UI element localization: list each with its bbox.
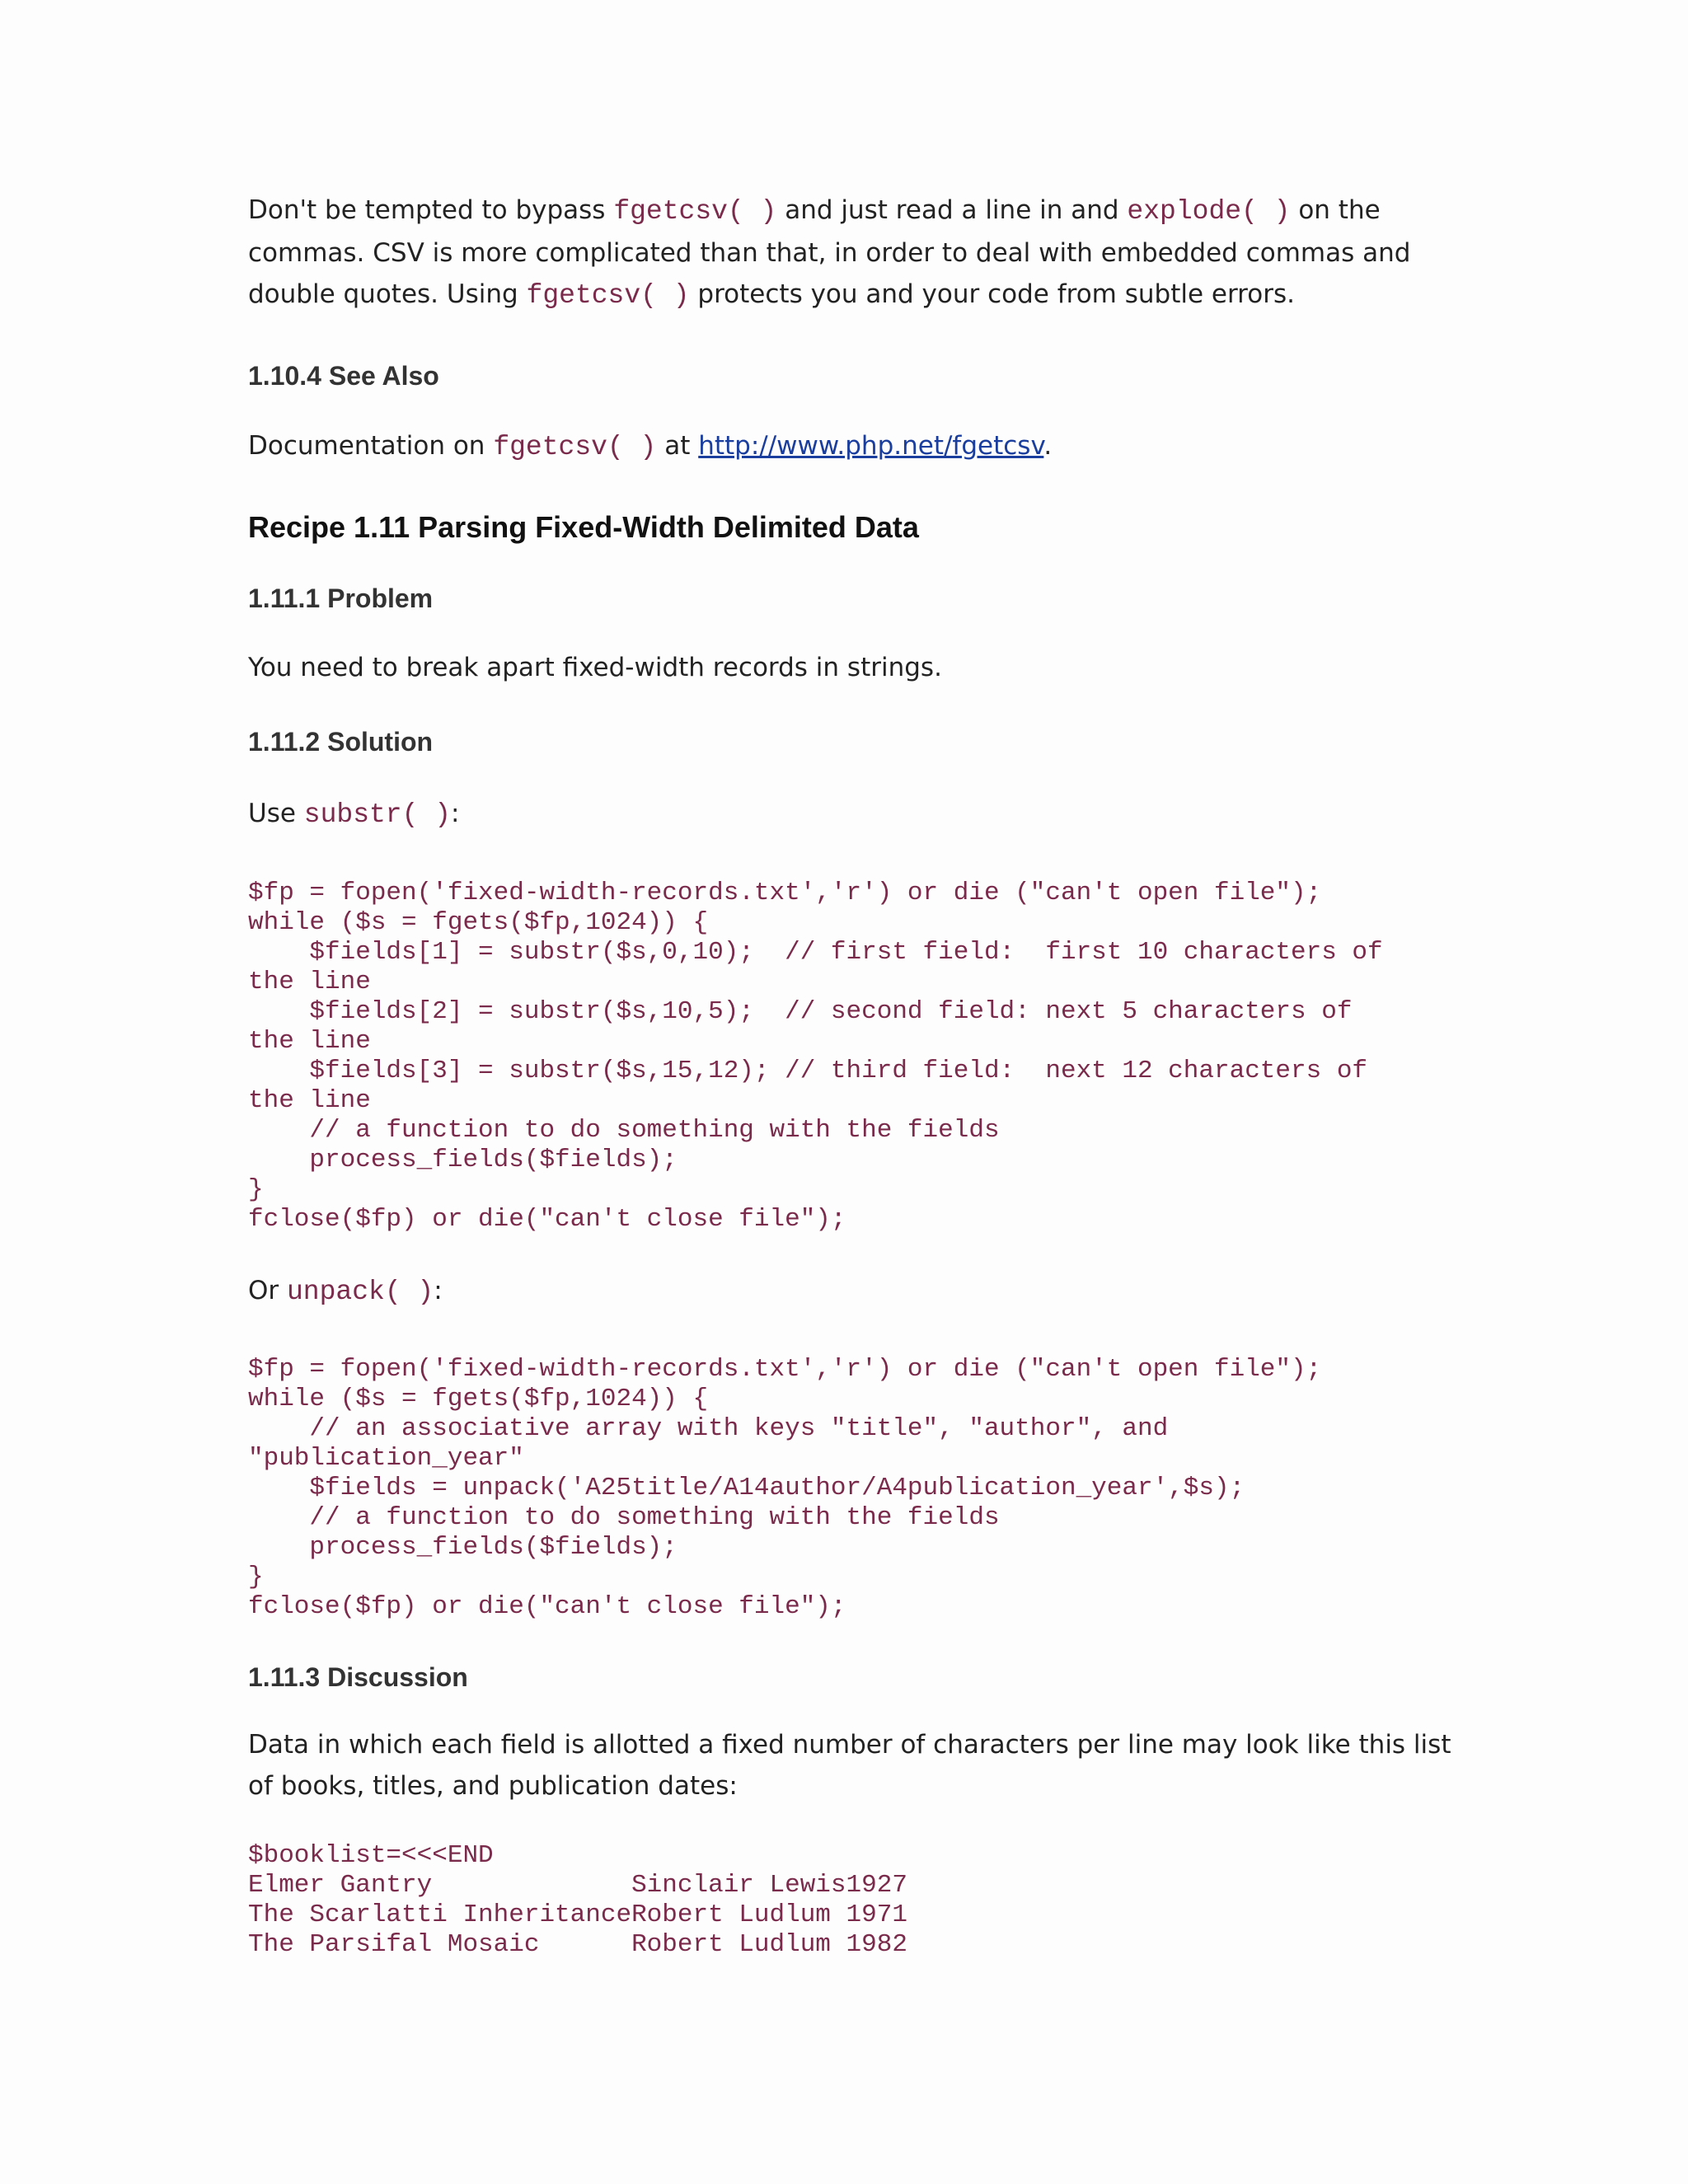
or-unpack-paragraph: [248, 1270, 443, 1313]
intro-text: protects you and your code from subtle errors.: [689, 279, 1295, 309]
intro-paragraph: [248, 190, 1451, 316]
see-also-paragraph: [248, 425, 1052, 468]
inline-code-unpack: unpack( ): [287, 1277, 434, 1307]
intro-text: on the commas. CSV is more complicated than that, in order to deal with embedded commas and double quotes. Using: [248, 195, 1411, 309]
colon: :: [451, 799, 460, 828]
solution-heading: 1.11.2 Solution: [248, 727, 434, 757]
booklist-code-block: $booklist=<<<END Elmer Gantry Sinclair Lewis1927 The Scarlatti InheritanceRobert Ludlum 1971 The Parsifal Mosaic Robert Ludlum 1982: [248, 1841, 907, 1959]
use-substr-paragraph: [248, 793, 459, 836]
substr-code-block: $fp = fopen('fixed-width-records.txt','r') or die ("can't open file"); while ($s = fgets($fp,1024)) { $fields[1] = substr($s,0,10); // first field: first 10 characters of the line $fields[2] = substr($s,10,5); // second field: next 5 characters of the line $fields[3] = substr($s,15,12); // third field: next 12 characters of the line // a function to do something with the fields process_fields($fields); } fclose($fp) or die("can't close file");: [248, 879, 1383, 1234]
see-also-text: .: [1043, 431, 1053, 461]
colon: :: [434, 1276, 443, 1305]
discussion-heading: 1.11.3 Discussion: [248, 1662, 468, 1692]
see-also-text: at: [656, 431, 699, 461]
intro-text: Don't be tempted to bypass: [248, 195, 614, 225]
unpack-code-block: $fp = fopen('fixed-width-records.txt','r') or die ("can't open file"); while ($s = fgets($fp,1024)) { // an associative array with keys "title", "author", and "publication_year" $fields = unpack('A25title/A14author/A4publication_year',$s); // a function to do something with the fields process_fields($fields); } fclose($fp) or die("can't close file");: [248, 1355, 1322, 1621]
inline-code-fgetcsv: fgetcsv( ): [526, 280, 690, 311]
inline-code-substr: substr( ): [303, 799, 452, 830]
discussion-text: Data in which each field is allotted a fixed number of characters per line may look like this list of books, titles, and publication dates:: [248, 1730, 1451, 1801]
or-label: Or: [248, 1276, 287, 1305]
intro-text: and just read a line in and: [776, 195, 1128, 225]
problem-text: You need to break apart fixed-width records in strings.: [248, 653, 942, 682]
see-also-heading: 1.10.4 See Also: [248, 361, 439, 391]
php-docs-link[interactable]: http://www.php.net/fgetcsv: [698, 431, 1044, 461]
problem-heading: 1.11.1 Problem: [248, 583, 434, 613]
inline-code-fgetcsv: fgetcsv( ): [493, 432, 657, 462]
see-also-text: Documentation on: [248, 431, 494, 461]
recipe-title: Recipe 1.11 Parsing Fixed-Width Delimited Data: [248, 510, 919, 544]
inline-code-fgetcsv: fgetcsv( ): [613, 196, 777, 227]
use-label: Use: [248, 799, 304, 828]
inline-code-explode: explode( ): [1127, 196, 1291, 227]
